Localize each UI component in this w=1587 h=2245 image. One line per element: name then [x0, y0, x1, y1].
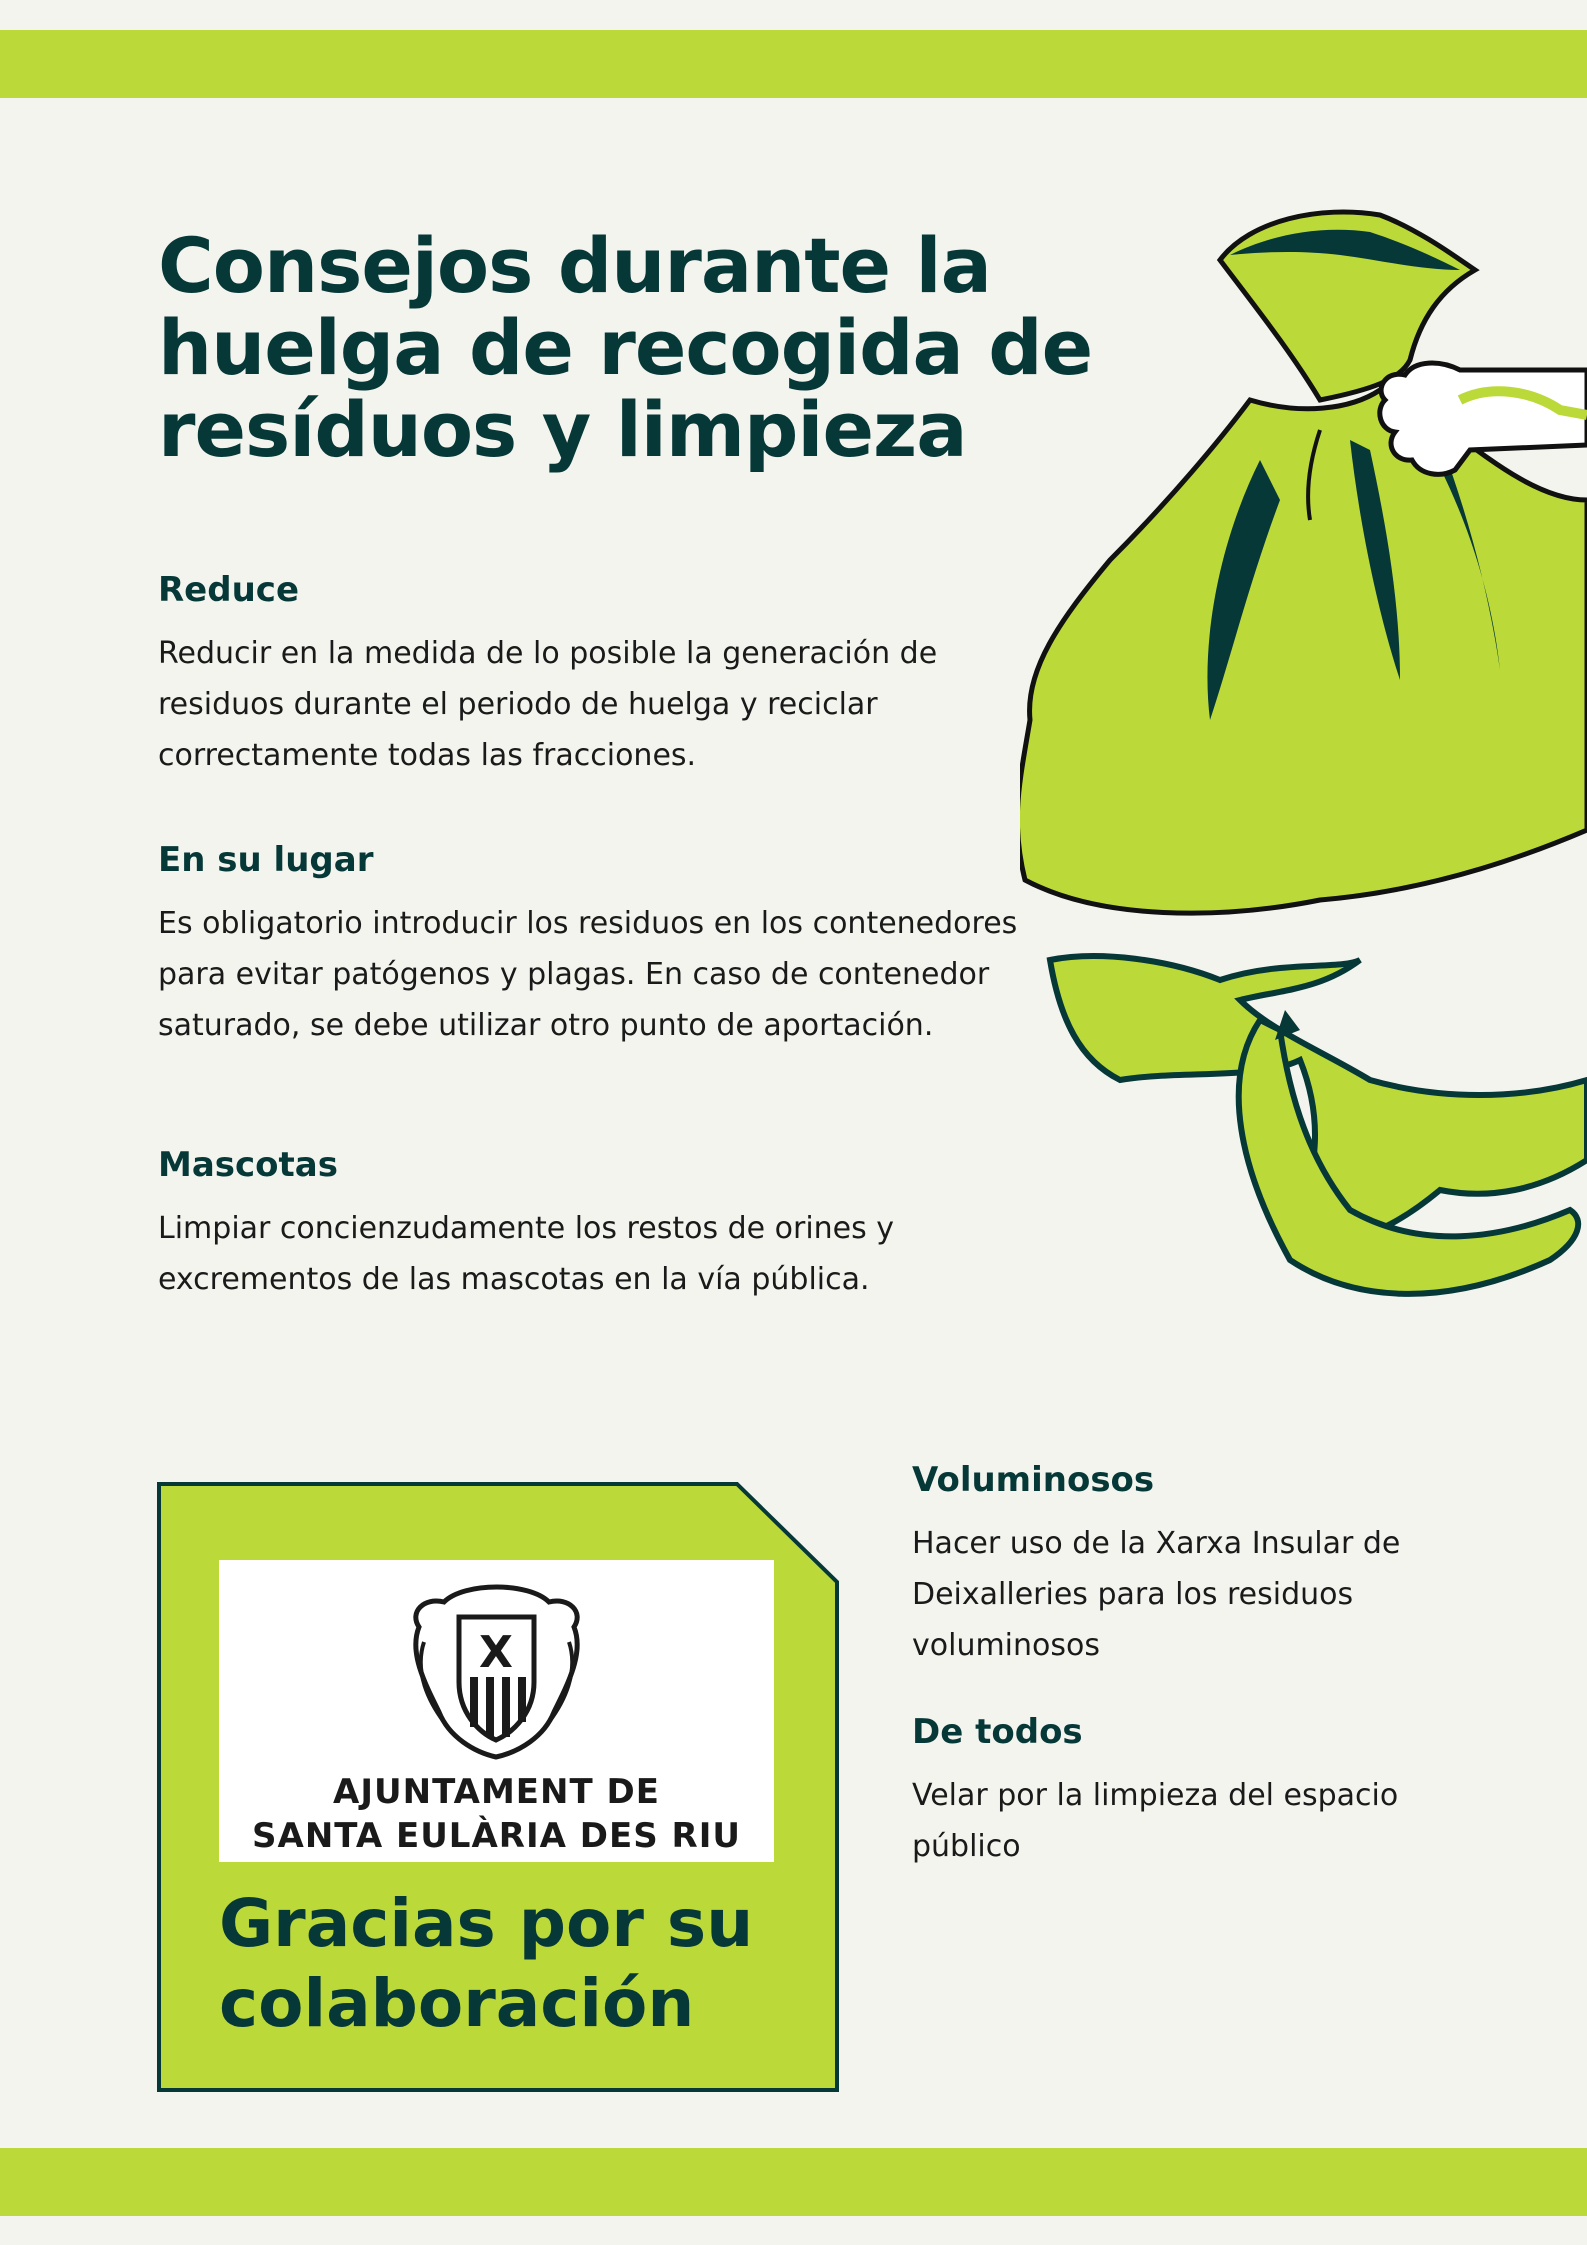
section-en-su-lugar [158, 840, 1018, 1051]
section-text-de-todos: Velar por la limpieza del espacio público [912, 1778, 1399, 1864]
coat-of-arms-icon [404, 1572, 589, 1762]
section-reduce [158, 570, 1018, 781]
section-heading-voluminosos: Voluminosos [912, 1460, 1155, 1500]
section-voluminosos [912, 1460, 1512, 1671]
page-title: Consejos durante la huelga de recogida de resíduos y limpieza [158, 221, 1093, 474]
section-mascotas [158, 1145, 1018, 1305]
section-text-mascotas: Limpiar concienzudamente los restos de orines y excrementos de las mascotas en la vía pública. [158, 1211, 895, 1297]
section-heading-en-su-lugar: En su lugar [158, 840, 374, 880]
section-de-todos [912, 1712, 1512, 1872]
emblem-letter: X [479, 1627, 513, 1678]
thanks-message: Gracias por su colaboración [219, 1885, 754, 2042]
trash-bag-icon [1020, 212, 1587, 913]
municipal-logo [219, 1560, 774, 1862]
bag-tie-icon [1050, 956, 1587, 1294]
thanks-box [157, 1482, 842, 2092]
section-heading-mascotas: Mascotas [158, 1145, 338, 1185]
section-text-reduce: Reducir en la medida de lo posible la generación de residuos durante el periodo de huelga y reciclar correctamente todas las fracciones. [158, 636, 938, 773]
section-heading-de-todos: De todos [912, 1712, 1083, 1752]
section-text-en-su-lugar: Es obligatorio introducir los residuos en los contenedores para evitar patógenos y plagas. En caso de contenedor saturado, se debe utilizar otro punto de aportación. [158, 906, 1018, 1043]
top-accent-band [0, 30, 1587, 98]
section-heading-reduce: Reduce [158, 570, 299, 610]
logo-line-2: SANTA EULÀRIA DES RIU [252, 1816, 741, 1856]
section-text-voluminosos: Hacer uso de la Xarxa Insular de Deixalleries para los residuos voluminosos [912, 1526, 1401, 1663]
logo-line-1: AJUNTAMENT DE [333, 1772, 660, 1812]
bag-illustration [1020, 200, 1587, 1330]
bottom-accent-band [0, 2148, 1587, 2216]
